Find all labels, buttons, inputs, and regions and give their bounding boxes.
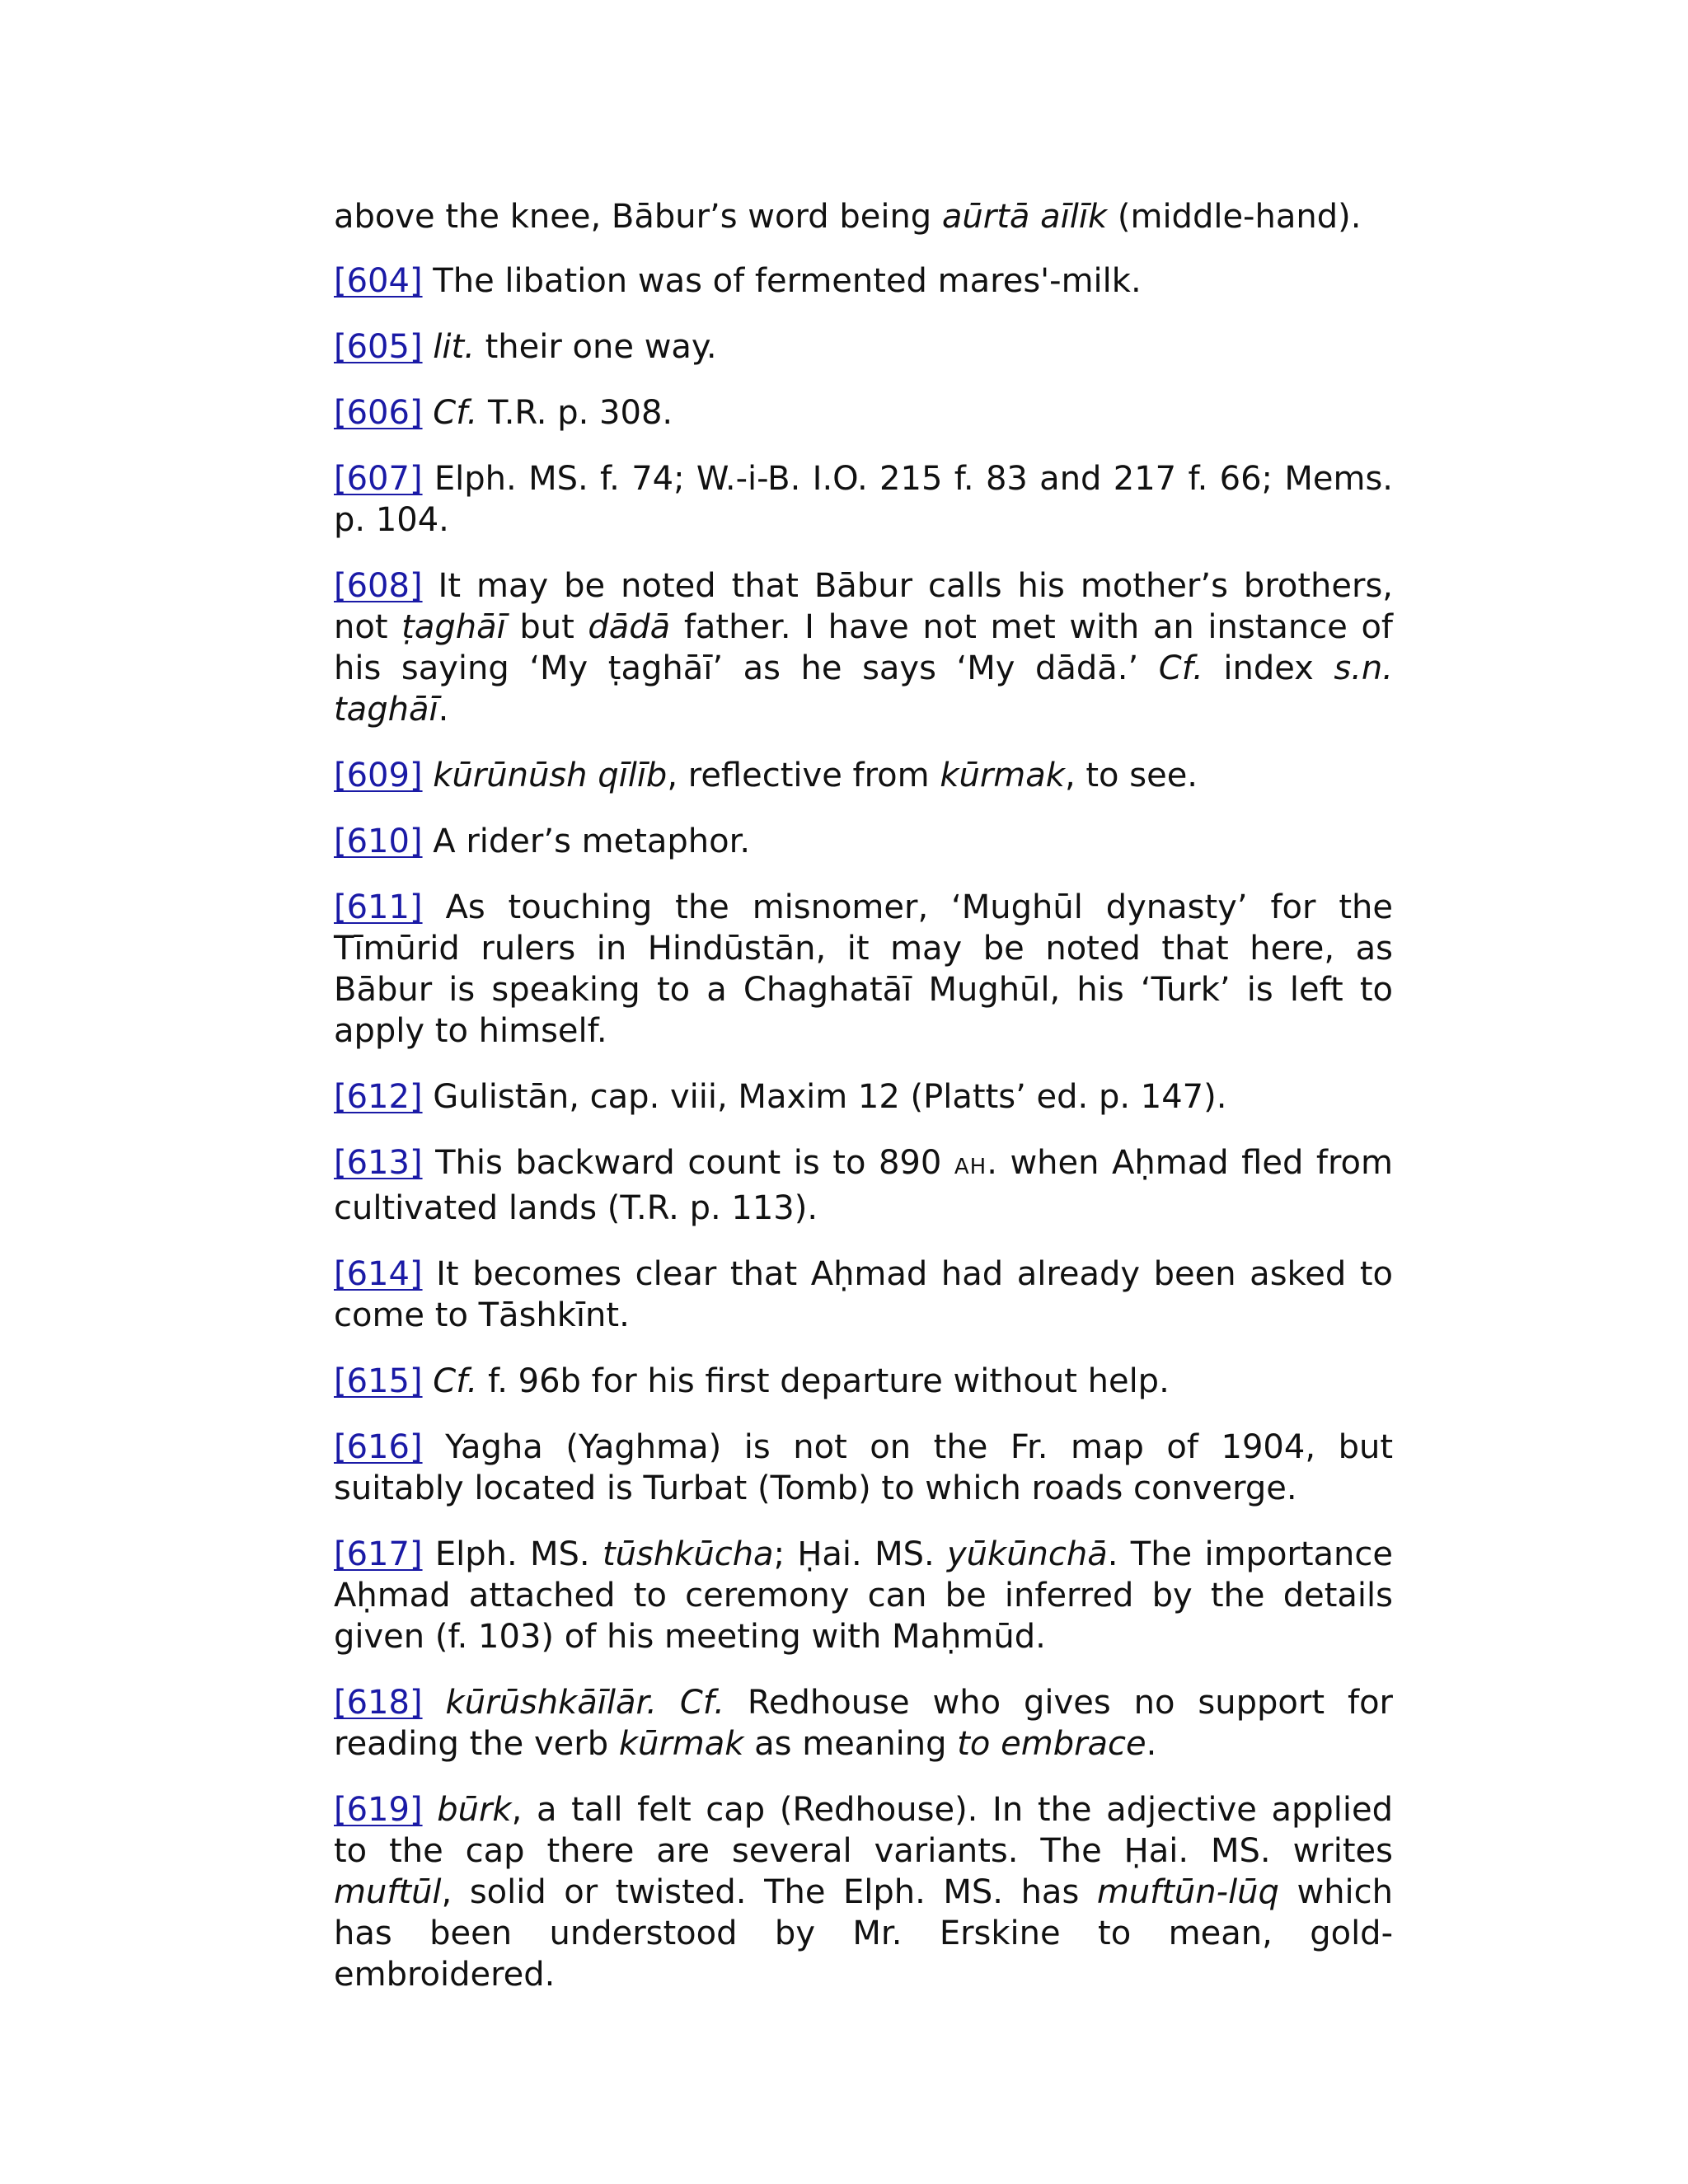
footnote-text: as meaning (743, 1725, 958, 1763)
footnote-text: , reflective from (667, 757, 940, 794)
italic-term: muftūn-lūq (1096, 1873, 1279, 1911)
footnote (334, 565, 1393, 730)
footnote-text (423, 328, 434, 366)
footnote-ref-link[interactable]: [617] (334, 1535, 423, 1573)
italic-term: aūrtā aīlīk (941, 198, 1108, 236)
italic-term: Cf. (1158, 649, 1203, 687)
footnote-text: This backward count is to 890 (422, 1144, 954, 1182)
footnote-text: , to see. (1064, 757, 1198, 794)
footnote-text: ; Ḥai. MS. (773, 1535, 947, 1573)
footnote-text: above the knee, Bābur’s word being (334, 198, 942, 236)
italic-term: yūkūnchā (947, 1535, 1108, 1573)
footnotes-page (334, 196, 1393, 2020)
footnote-ref-link[interactable]: [611] (334, 888, 423, 926)
small-caps-text: AH (954, 1155, 987, 1179)
footnote-text: Elph. MS. f. 74; W.-i-B. I.O. 215 f. 83 and 217 f. 66; Mems. p. 104. (334, 460, 1393, 539)
footnote-text (423, 394, 434, 432)
italic-term: Cf. (433, 1362, 478, 1400)
footnote-ref-link[interactable]: [604] (334, 262, 423, 300)
footnote-ref-link[interactable]: [615] (334, 1362, 423, 1400)
footnote (334, 1789, 1393, 1995)
footnote-text (423, 1684, 446, 1722)
italic-term: kūrmak (618, 1725, 744, 1763)
footnote (334, 196, 1393, 237)
footnote-ref-link[interactable]: [616] (334, 1428, 423, 1466)
footnote-text: (middle-hand). (1107, 198, 1362, 236)
footnote (334, 1361, 1393, 1402)
footnote (334, 326, 1393, 368)
footnote-ref-link[interactable]: [607] (334, 460, 423, 498)
footnote (334, 1142, 1393, 1229)
footnote-text: , solid or twisted. The Elph. MS. has (441, 1873, 1097, 1911)
footnote (334, 1534, 1393, 1657)
footnote (334, 821, 1393, 862)
footnote-text: Elph. MS. (422, 1535, 603, 1573)
italic-term: muftūl (334, 1873, 442, 1911)
footnote-text: A rider’s metaphor. (422, 823, 751, 860)
footnote-text (423, 1791, 438, 1829)
footnote-ref-link[interactable]: [605] (334, 328, 423, 366)
italic-term: kūrūnūsh qīlīb (433, 757, 668, 794)
footnote-text: It may be noted that Bābur calls his mother’s brothers, not (334, 567, 1393, 646)
footnote-text: As touching the misnomer, ‘Mughūl dynasty’ for the Tīmūrid rulers in Hindūstān, it may be noted that here, as Bābur is speaking to a Chaghatāī Mughūl, his ‘Turk’ is left to apply to himself. (334, 888, 1393, 1050)
italic-term: tūshkūcha (602, 1535, 774, 1573)
italic-term: to embrace (957, 1725, 1146, 1763)
footnote-text: The libation was of fermented mares'-milk. (422, 262, 1142, 300)
italic-term: dādā (588, 608, 671, 646)
footnote (334, 1682, 1393, 1765)
footnote-text: Yagha (Yaghma) is not on the Fr. map of 1904, but suitably located is Turbat (Tomb) to which roads converge. (334, 1428, 1393, 1507)
footnote (334, 1076, 1393, 1118)
italic-term: būrk (437, 1791, 512, 1829)
footnote-text: which has been understood by Mr. Erskine to mean, gold-embroidered. (334, 1873, 1393, 1994)
footnote-text: . The importance Aḥmad attached to ceremony can be inferred by the details given (f. 103) of his meeting with Maḥmūd. (334, 1535, 1394, 1656)
italic-term: s.n. taghāī (334, 649, 1393, 729)
footnote (334, 392, 1393, 434)
footnote-ref-link[interactable]: [618] (334, 1684, 423, 1722)
footnote-ref-link[interactable]: [609] (334, 757, 423, 794)
italic-term: kūrūshkāīlār. Cf. (445, 1684, 724, 1722)
footnote (334, 755, 1393, 796)
footnote (334, 458, 1393, 541)
footnote-text: Gulistān, cap. viii, Maxim 12 (Platts’ ed. p. 147). (422, 1078, 1227, 1116)
footnote (334, 1427, 1393, 1509)
footnote (334, 260, 1393, 302)
italic-term: kūrmak (940, 757, 1065, 794)
footnote-ref-link[interactable]: [612] (334, 1078, 423, 1116)
italic-term: ṭaghāī (401, 608, 506, 646)
footnote-text: , a tall felt cap (Redhouse). In the adjective applied to the cap there are several variants. The Ḥai. MS. writes (334, 1791, 1393, 1870)
footnote (334, 887, 1393, 1052)
footnote (334, 1254, 1393, 1336)
footnote-text: T.R. p. 308. (477, 394, 673, 432)
footnote-text: Redhouse who gives no support for reading the verb (334, 1684, 1393, 1763)
footnote-text: . (438, 691, 449, 729)
footnote-ref-link[interactable]: [613] (334, 1144, 423, 1182)
footnote-ref-link[interactable]: [610] (334, 823, 423, 860)
footnote-text: but (505, 608, 588, 646)
footnote-ref-link[interactable]: [614] (334, 1255, 423, 1293)
footnote-text (423, 757, 434, 794)
footnote-ref-link[interactable]: [619] (334, 1791, 423, 1829)
footnote-ref-link[interactable]: [606] (334, 394, 423, 432)
footnote-text: . (1146, 1725, 1157, 1763)
footnote-text: f. 96b for his first departure without help. (477, 1362, 1170, 1400)
footnote-text: . when Aḥmad fled from cultivated lands (T.R. p. 113). (334, 1144, 1393, 1227)
footnote-text: It becomes clear that Aḥmad had already been asked to come to Tāshkīnt. (334, 1255, 1393, 1334)
footnote-text: father. I have not met with an instance of his saying ‘My ṭaghāī’ as he says ‘My dādā.’ (334, 608, 1393, 687)
footnote-ref-link[interactable]: [608] (334, 567, 423, 605)
footnote-text: their one way. (474, 328, 717, 366)
italic-term: lit. (433, 328, 475, 366)
footnote-text (423, 1362, 434, 1400)
footnote-text: index (1203, 649, 1334, 687)
italic-term: Cf. (433, 394, 478, 432)
